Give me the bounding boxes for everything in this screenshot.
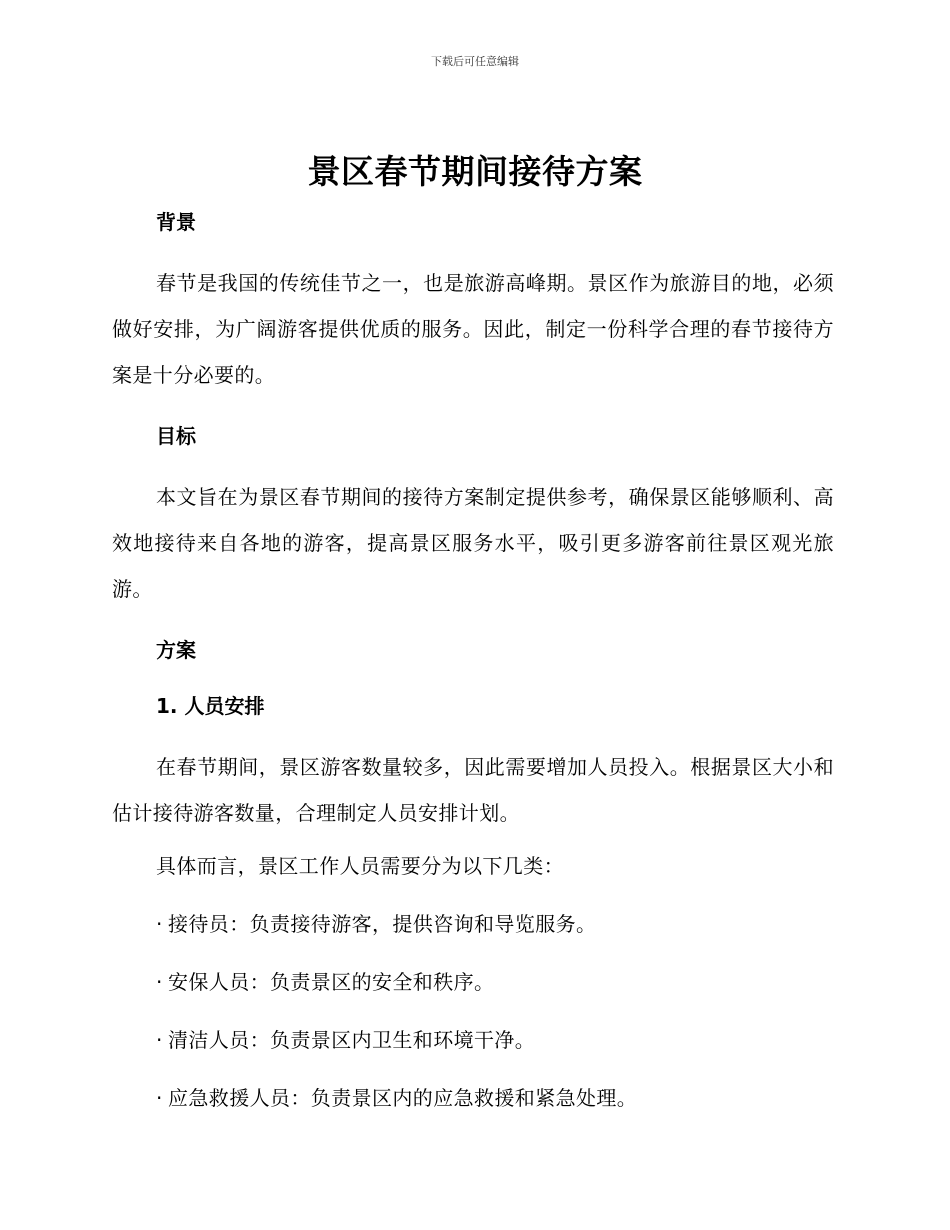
list-item xyxy=(112,906,834,942)
background-paragraph: 春节是我国的传统佳节之一，也是旅游高峰期。景区作为旅游目的地，必须做好安排，为广阔游客提供优质的服务。因此，制定一份科学合理的春节接待方案是十分必要的。 xyxy=(112,271,834,387)
bullet-dot-icon: · xyxy=(156,1086,163,1110)
section-heading-goal: 目标 xyxy=(156,424,196,448)
staffing-paragraph: 在春节期间，景区游客数量较多，因此需要增加人员投入。根据景区大小和估计接待游客数量，合理制定人员安排计划。 xyxy=(112,755,834,825)
list-item xyxy=(112,964,834,1000)
section-heading-background: 背景 xyxy=(156,210,196,234)
list-item-text: 清洁人员：负责景区内卫生和环境干净。 xyxy=(168,1028,536,1052)
list-item-text: 接待员：负责接待游客，提供咨询和导览服务。 xyxy=(168,912,597,936)
list-item xyxy=(112,1022,834,1058)
section-heading-plan: 方案 xyxy=(156,638,196,662)
goal-paragraph: 本文旨在为景区春节期间的接待方案制定提供参考，确保景区能够顺利、高效地接待来自各地的游客，提高景区服务水平，吸引更多游客前往景区观光旅游。 xyxy=(112,485,834,601)
staff-categories-intro: 具体而言，景区工作人员需要分为以下几类： xyxy=(156,854,564,878)
document-body xyxy=(112,204,834,1116)
list-item-text: 应急救援人员：负责景区内的应急救援和紧急处理。 xyxy=(168,1086,638,1110)
list-item-text: 安保人员：负责景区的安全和秩序。 xyxy=(168,970,495,994)
bullet-dot-icon: · xyxy=(156,1028,163,1052)
bullet-dot-icon: · xyxy=(156,912,163,936)
bullet-dot-icon: · xyxy=(156,970,163,994)
page-header-note: 下载后可任意编辑 xyxy=(431,55,519,68)
list-item xyxy=(112,1080,834,1116)
document-title: 景区春节期间接待方案 xyxy=(307,152,643,191)
subheading-staffing: 1. 人员安排 xyxy=(156,694,265,718)
